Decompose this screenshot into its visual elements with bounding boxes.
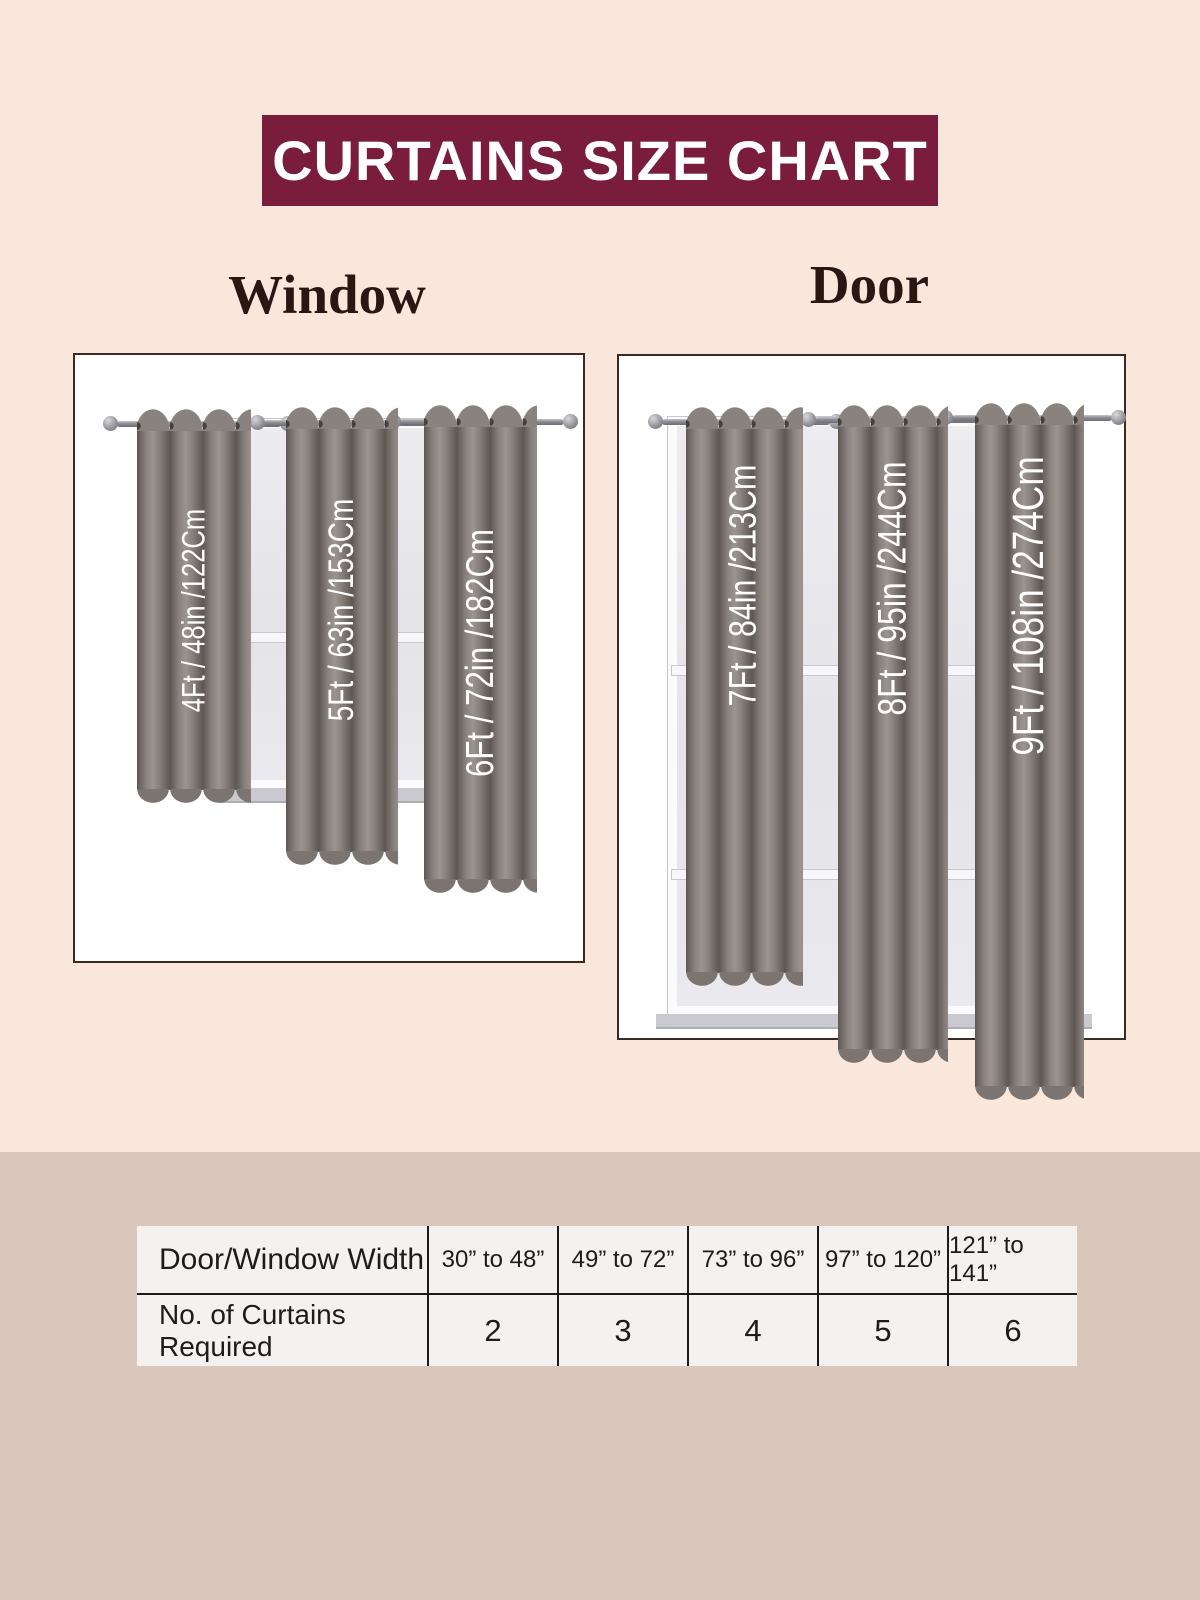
table-row-counts: [137, 1293, 1077, 1366]
curtain-wavy-bottom: [137, 789, 251, 803]
curtain-panel-7ft: [686, 428, 803, 973]
window-section-heading: Window: [228, 264, 426, 325]
curtain-panel-5ft: [286, 428, 398, 852]
door-section-heading: Door: [809, 254, 930, 315]
grommet-rings-icon: [838, 417, 948, 427]
table-cell-count: 5: [817, 1295, 947, 1366]
grommet-rings-icon: [975, 415, 1084, 425]
curtain-size-label: 8Ft / 95in /244Cm: [870, 460, 915, 716]
table-cell-width-range: 73” to 96”: [687, 1226, 817, 1293]
table-row-widths: [137, 1226, 1077, 1293]
rod-finial-icon: [563, 414, 578, 429]
grommet-rings-icon: [424, 417, 537, 427]
page-title: CURTAINS SIZE CHART: [272, 129, 928, 192]
table-cell-width-range: 30” to 48”: [427, 1226, 557, 1293]
grommet-rings-icon: [686, 419, 803, 429]
table-cell-count: 2: [427, 1295, 557, 1366]
curtain-size-label: 5Ft / 63in /153Cm: [322, 498, 362, 722]
curtain-size-label: 4Ft / 48in /122Cm: [175, 508, 212, 712]
table-cell-width-range: 49” to 72”: [557, 1226, 687, 1293]
curtain-wavy-bottom: [424, 879, 537, 893]
rod-finial-icon: [250, 415, 265, 430]
curtain-wavy-bottom: [286, 851, 398, 865]
curtain-size-label: 7Ft / 84in /213Cm: [723, 464, 766, 707]
table-cell-count: 6: [947, 1295, 1077, 1366]
curtain-panel-9ft: [975, 424, 1084, 1087]
table-cell-count: 4: [687, 1295, 817, 1366]
table-cell-width-range: 97” to 120”: [817, 1226, 947, 1293]
table-row-label: No. of Curtains Required: [159, 1298, 346, 1362]
rod-finial-icon: [648, 414, 663, 429]
curtain-panel-8ft: [838, 426, 948, 1050]
rod-finial-icon: [801, 412, 816, 427]
title-banner: [262, 115, 938, 206]
rod-finial-icon: [103, 416, 118, 431]
table-cell-count: 3: [557, 1295, 687, 1366]
table-cell-width-range: 121” to 141”: [947, 1226, 1077, 1293]
curtain-wavy-bottom: [686, 972, 803, 986]
curtain-panel-6ft: [424, 426, 537, 880]
curtain-wavy-bottom: [838, 1049, 948, 1063]
curtain-size-label: 9Ft / 108in /274Cm: [1004, 455, 1054, 756]
curtains-required-table: [137, 1226, 1077, 1366]
grommet-rings-icon: [286, 419, 398, 429]
curtain-size-label: 6Ft / 72in /182Cm: [458, 529, 502, 777]
table-row-label: Door/Window Width: [159, 1242, 425, 1276]
bottom-band: [0, 1152, 1200, 1600]
rod-finial-icon: [1111, 410, 1126, 425]
grommet-rings-icon: [137, 421, 251, 431]
curtain-panel-4ft: [137, 430, 251, 790]
curtain-wavy-bottom: [975, 1086, 1084, 1100]
